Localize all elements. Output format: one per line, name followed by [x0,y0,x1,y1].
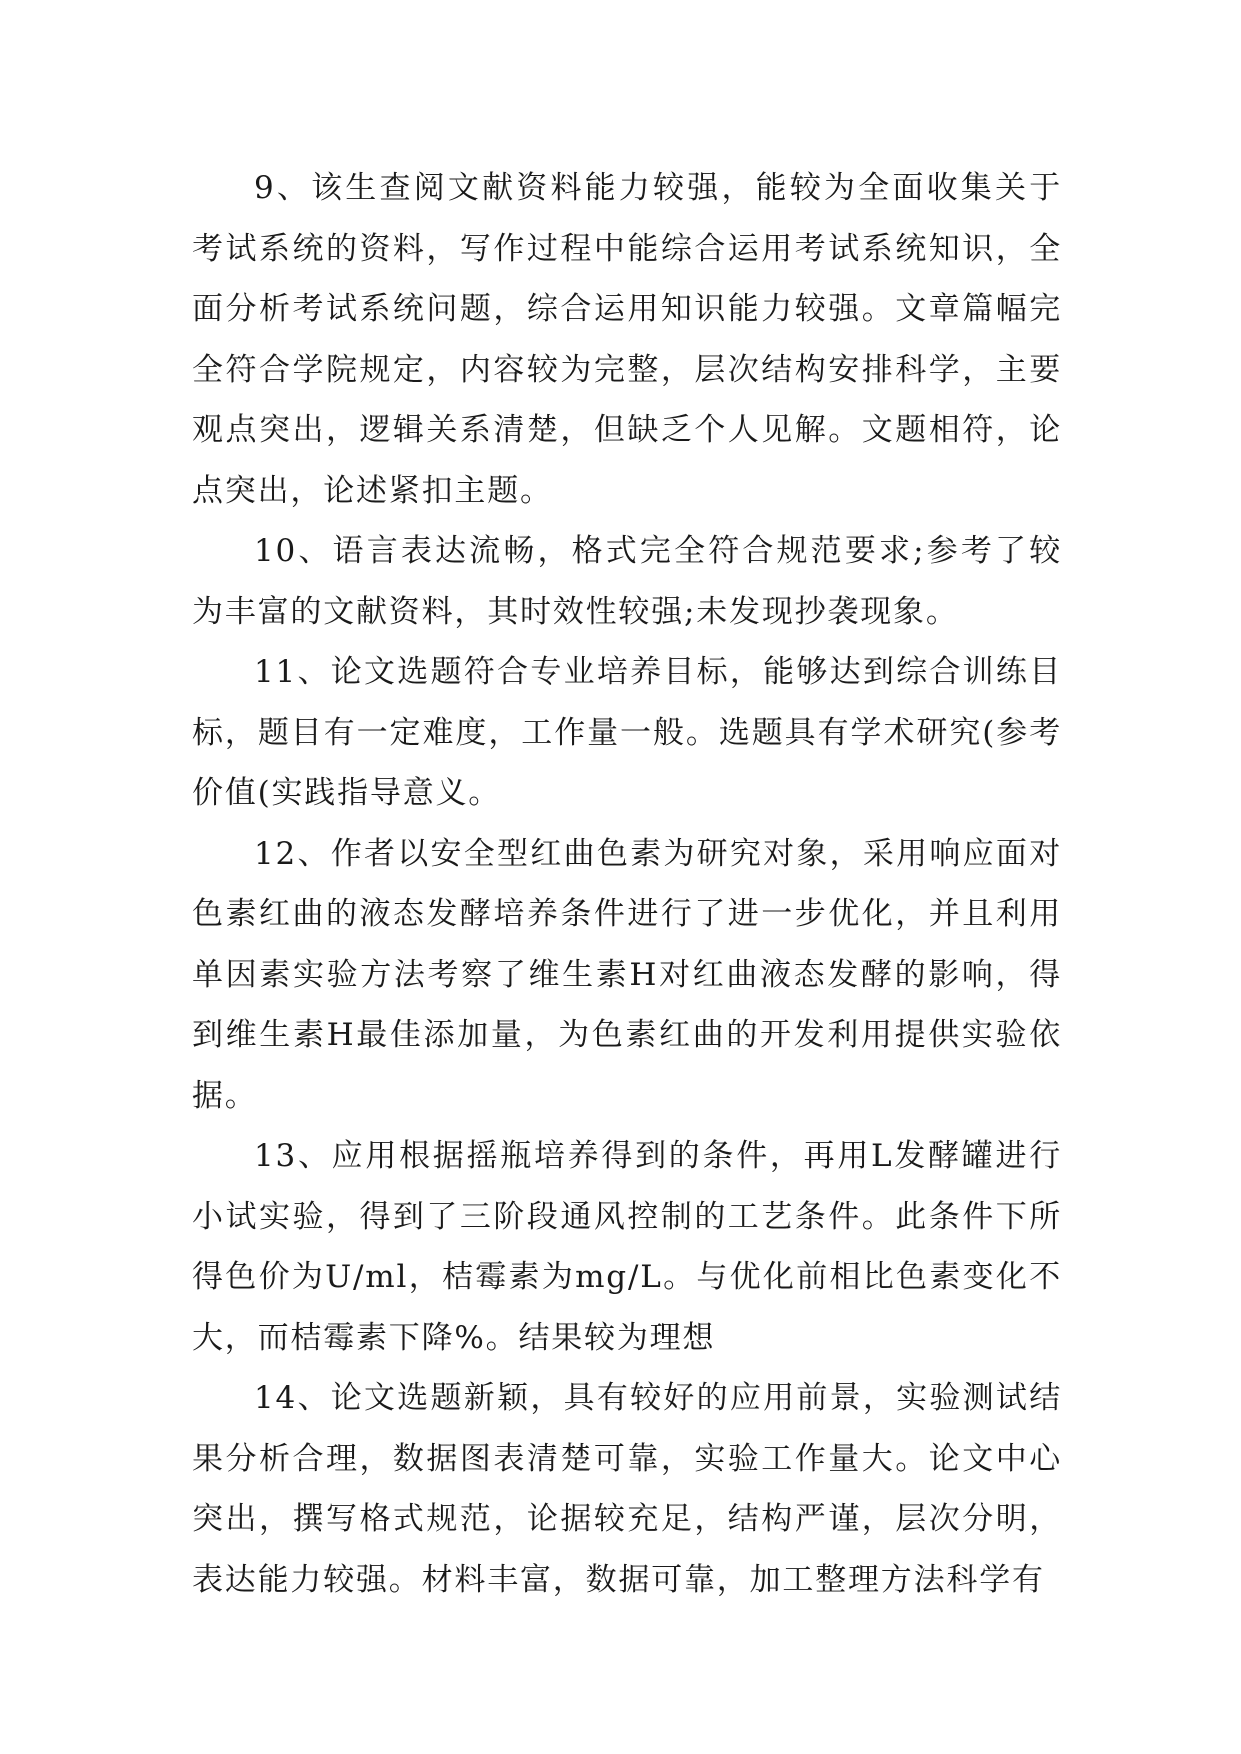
paragraph-13: 13、应用根据摇瓶培养得到的条件，再用L发酵罐进行小试实验，得到了三阶段通风控制的工艺条件。此条件下所得色价为U/ml，桔霉素为mg/L。与优化前相比色素变化不大，而桔霉素下降%。结果较为理想 [192,1138,1062,1356]
paragraph-9: 9、该生查阅文献资料能力较强，能较为全面收集关于考试系统的资料，写作过程中能综合运用考试系统知识，全面分析考试系统问题，综合运用知识能力较强。文章篇幅完全符合学院规定，内容较为完整，层次结构安排科学，主要观点突出，逻辑关系清楚，但缺乏个人见解。文题相符，论点突出，论述紧扣主题。 [192,170,1062,509]
paragraph-11: 11、论文选题符合专业培养目标，能够达到综合训练目标，题目有一定难度，工作量一般。选题具有学术研究(参考价值(实践指导意义。 [192,654,1062,811]
paragraph-12: 12、作者以安全型红曲色素为研究对象，采用响应面对色素红曲的液态发酵培养条件进行了进一步优化，并且利用单因素实验方法考察了维生素H对红曲液态发酵的影响，得到维生素H最佳添加量，为色素红曲的开发利用提供实验依据。 [192,835,1062,1114]
paragraph-14: 14、论文选题新颖，具有较好的应用前景，实验测试结果分析合理，数据图表清楚可靠，实验工作量大。论文中心突出，撰写格式规范，论据较充足，结构严谨，层次分明，表达能力较强。材料丰富，数据可靠，加工整理方法科学有 [192,1380,1062,1598]
document-body [192,158,1062,1610]
paragraph-10: 10、语言表达流畅，格式完全符合规范要求;参考了较为丰富的文献资料，其时效性较强;未发现抄袭现象。 [192,533,1062,630]
